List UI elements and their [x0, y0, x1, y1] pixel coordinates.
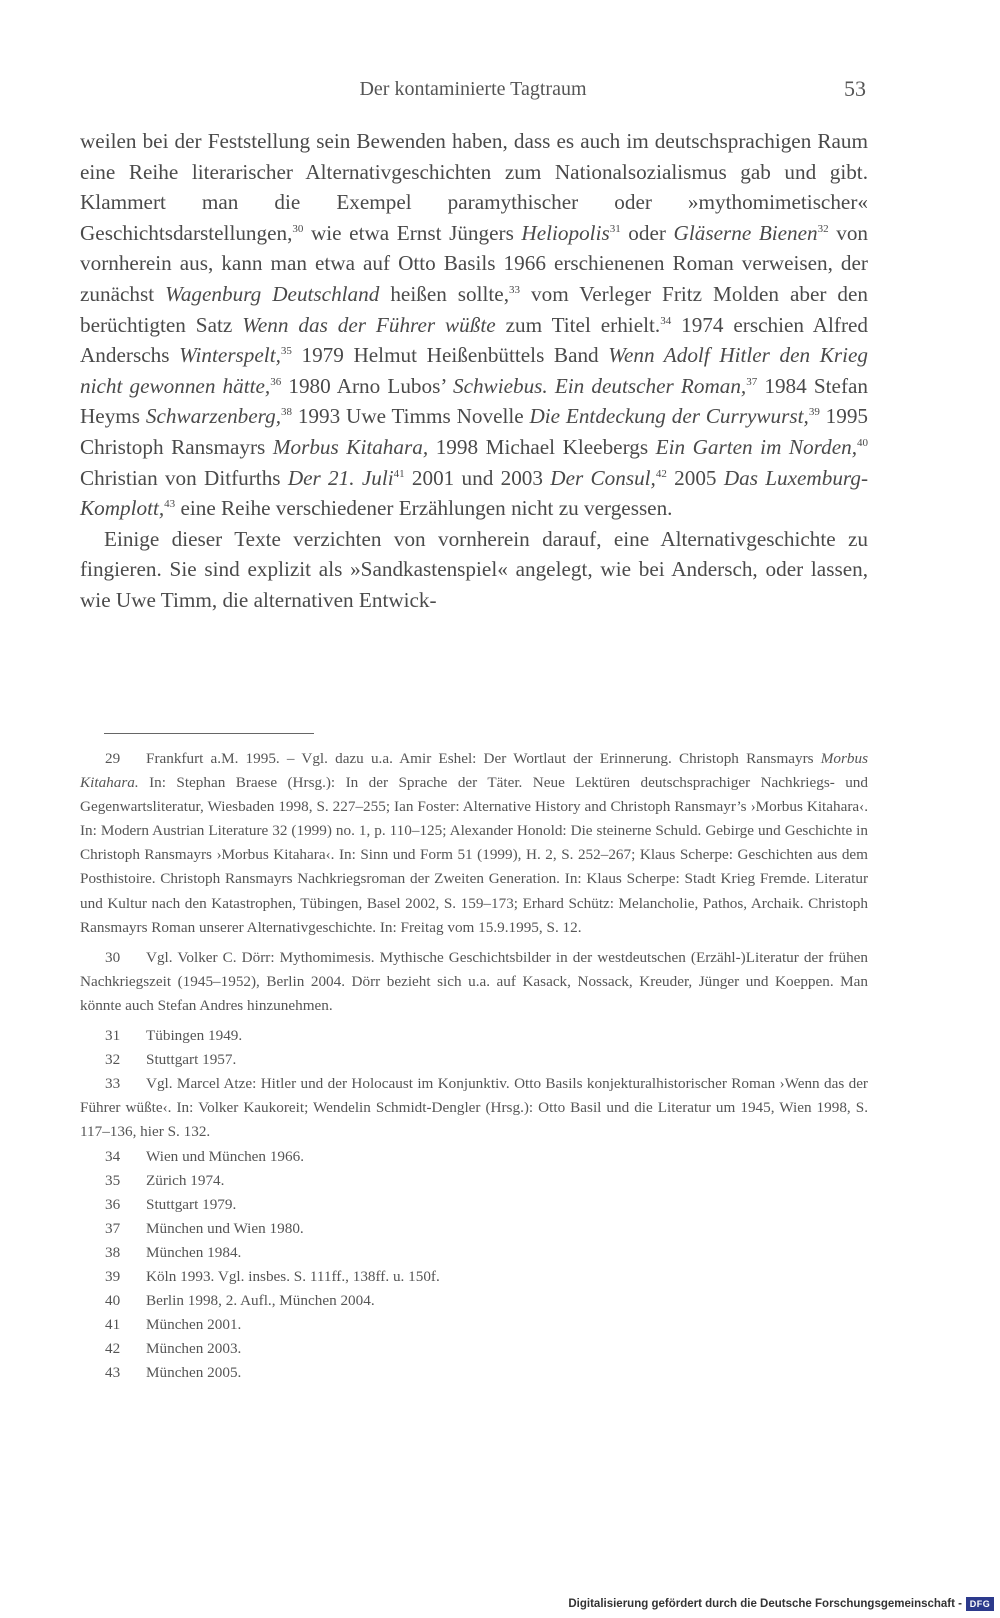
- page-header: [80, 76, 866, 108]
- footnote-number: 41: [105, 1316, 121, 1334]
- footnote-number: 43: [105, 1364, 121, 1382]
- digitization-footer: [568, 1595, 994, 1613]
- text-run: vom Verleger Fritz Molden aber den berüchtigten Satz: [80, 281, 868, 337]
- footnote-text: München 2005.: [146, 1364, 242, 1382]
- title-currywurst: Die Entdeckung der Currywurst,: [529, 404, 809, 429]
- text-run: eine Reihe verschiedener Erzählungen nicht zu vergessen.: [175, 496, 673, 521]
- footnote-ref-33[interactable]: 33: [509, 283, 521, 296]
- footnote-40: [80, 1289, 868, 1313]
- footnote-number: 35: [105, 1171, 121, 1189]
- page-number: 53: [844, 76, 866, 101]
- footnote-ref-43[interactable]: 43: [164, 498, 176, 511]
- footnote-number: 37: [105, 1219, 121, 1237]
- text-run: zum Titel erhielt.: [495, 312, 661, 337]
- title-juli: Der 21. Juli: [287, 465, 394, 490]
- footnote-text: Frankfurt a.M. 1995. – Vgl. dazu u.a. Amir Eshel: Der Wortlaut der Erinnerung. Christoph Ransmayrs: [146, 750, 821, 767]
- title-glaeserne-bienen: Gläserne Bienen: [673, 220, 818, 245]
- text-run: 1980 Arno Lubos’: [281, 373, 453, 398]
- title-luxemburg: Das Luxemburg-Komplott,: [80, 465, 869, 521]
- footnote-text: Köln 1993. Vgl. insbes. S. 111ff., 138ff. u. 150f.: [146, 1267, 440, 1285]
- footnote-number: 29: [105, 750, 121, 767]
- text-run: wie etwa Ernst Jüngers: [303, 220, 522, 245]
- footnote-39: [80, 1265, 868, 1289]
- footnote-ref-42[interactable]: 42: [655, 467, 667, 480]
- title-schwarzenberg: Schwarzenberg,: [145, 404, 282, 429]
- footnote-text: München 1984.: [146, 1243, 242, 1261]
- title-morbus: Morbus Kitahara,: [272, 434, 429, 459]
- title-garten: Ein Garten im Norden,: [655, 434, 857, 459]
- footnote-ref-36[interactable]: 36: [270, 375, 282, 388]
- title-winterspelt: Winterspelt,: [179, 343, 281, 368]
- footnote-italic-title: Morbus Kitahara.: [80, 750, 868, 792]
- footnote-43: [80, 1361, 868, 1385]
- text-run: 1993 Uwe Timms Novelle: [292, 404, 530, 429]
- footnote-37: [80, 1217, 868, 1241]
- footnote-text: Vgl. Volker C. Dörr: Mythomimesis. Mythische Geschichtsbilder in der westdeutschen (Erzähl-)Literatur der frühen Nachkriegszeit (1945–1952), Berlin 2004. Dörr bezieht sich u.a. auf Kasack, Nossack, Kreuder, Jünger und Koeppen. Man könnte auch Stefan Andres hinzunehmen.: [80, 948, 868, 1014]
- paragraph-2: Einige dieser Texte verzichten von vornherein darauf, eine Alternativgeschichte zu fingieren. Sie sind explizit als »Sandkastenspiel« angelegt, wie bei Andersch, oder lassen, wie Uwe Timm, die alternativen Entwick-: [80, 526, 868, 612]
- footnote-42: [80, 1337, 868, 1361]
- text-run: 1979 Helmut Heißenbüttels Band: [291, 343, 609, 368]
- footnote-number: 33: [105, 1075, 121, 1093]
- footnote-text: Vgl. Marcel Atze: Hitler und der Holocaust im Konjunktiv. Otto Basils konjekturalhistorischer Roman ›Wenn das der Führer wüßte‹. In: Volker Kaukoreit; Wendelin Schmidt-Dengler (Hrsg.): Otto Basil und die Literatur um 1945, Wien 1998, S. 117–136, hier S. 132.: [80, 1075, 868, 1141]
- footnote-text: München und Wien 1980.: [146, 1219, 304, 1237]
- footnote-text: Stuttgart 1957.: [146, 1051, 237, 1069]
- footnote-text: München 2001.: [146, 1316, 242, 1334]
- text-run: von vornherein aus, kann man etwa auf Otto Basils 1966 erschienenen Roman verweisen, der zunächst: [80, 220, 869, 306]
- footnote-38: [80, 1241, 868, 1265]
- text-run: weilen bei der Feststellung sein Bewenden haben, dass es auch im deutschsprachigen Raum eine Reihe literarischer Alternativgeschichten zum Nationalsozialismus gab und gibt. Klammert man die Exempel paramythischer oder »mythomimetischer« Geschichtsdarstellungen,: [80, 129, 868, 245]
- digitization-credit: Digitalisierung gefördert durch die Deutsche Forschungsgemeinschaft -: [568, 1598, 962, 1610]
- footnote-number: 32: [105, 1051, 121, 1069]
- footnote-number: 42: [105, 1340, 121, 1358]
- footnote-text: Wien und München 1966.: [146, 1147, 304, 1165]
- footnote-31: [80, 1024, 868, 1048]
- footnote-41: [80, 1313, 868, 1337]
- title-consul: Der Consul,: [550, 465, 656, 490]
- footnote-ref-30[interactable]: 30: [292, 222, 304, 235]
- footnote-separator: [104, 733, 314, 734]
- footnote-32: [80, 1048, 868, 1072]
- footnote-ref-34[interactable]: 34: [660, 314, 672, 327]
- footnote-text: Stuttgart 1979.: [146, 1195, 237, 1213]
- footnote-text: Berlin 1998, 2. Aufl., München 2004.: [146, 1292, 375, 1310]
- footnote-ref-32[interactable]: 32: [817, 222, 829, 235]
- footnote-number: 30: [105, 948, 121, 966]
- footnote-30: [80, 946, 868, 1018]
- footnote-ref-37[interactable]: 37: [746, 375, 758, 388]
- text-run: heißen sollte,: [379, 281, 510, 306]
- footnote-ref-31[interactable]: 31: [609, 222, 621, 235]
- footnote-34: [80, 1145, 868, 1169]
- footnote-ref-40[interactable]: 40: [857, 436, 868, 449]
- text-run: 1974 erschien Alfred Anderschs: [80, 312, 869, 368]
- footnote-number: 34: [105, 1147, 121, 1165]
- paragraph-1: [80, 126, 868, 524]
- footnote-ref-35[interactable]: 35: [280, 345, 292, 358]
- footnote-36: [80, 1193, 868, 1217]
- text-run: 2005: [666, 465, 724, 490]
- footnote-ref-41[interactable]: 41: [393, 467, 405, 480]
- text-run: 2001 und 2003: [404, 465, 551, 490]
- text-run: oder: [620, 220, 674, 245]
- text-run: 1998 Michael Kleebergs: [428, 434, 656, 459]
- text-run: 1995 Christoph Ransmayrs: [80, 404, 869, 459]
- footnote-text: Zürich 1974.: [146, 1171, 225, 1189]
- footnote-number: 40: [105, 1292, 121, 1310]
- footnote-33: [80, 1072, 868, 1144]
- title-wenn-fuehrer: Wenn das der Führer wüßte: [242, 312, 496, 337]
- running-head: Der kontaminierte Tagtraum: [359, 78, 587, 100]
- main-text: [80, 126, 868, 616]
- title-schwiebus: Schwiebus. Ein deutscher Roman,: [452, 373, 747, 398]
- footnote-29: [80, 747, 868, 940]
- footnote-number: 36: [105, 1195, 121, 1213]
- footnotes: [80, 747, 868, 1385]
- title-wagenburg: Wagenburg Deutschland: [165, 281, 380, 306]
- title-heliopolis: Heliopolis: [521, 220, 610, 245]
- title-wenn-hitler: Wenn Adolf Hitler den Krieg nicht gewonnen hätte,: [80, 343, 869, 398]
- footnote-text: In: Stephan Braese (Hrsg.): In der Sprache der Täter. Neue Lektüren deutschsprachiger Nachkriegs- und Gegenwartsliteratur, Wiesbaden 1998, S. 227–255; Ian Foster: Alternative History and Christoph Ransmayr’s ›Morbus Kitahara‹. In: Modern Austrian Literature 32 (1999) no. 1, p. 110–125; Alexander Honold: Die steinerne Schuld. Gebirge und Geschichte in Christoph Ransmayrs ›Morbus Kitahara‹. In: Sinn und Form 51 (1999), H. 2, S. 252–267; Klaus Scherpe: Geschichten aus dem Posthistoire. Christoph Ransmayrs Nachkriegsroman der Zweiten Generation. In: Klaus Scherpe: Stadt Krieg Fremde. Literatur und Kultur nach den Katastrophen, Tübingen, Basel 2002, S. 159–173; Erhard Schütz: Melancholie, Pathos, Archaik. Christoph Ransmayrs Roman unserer Alternativgeschichte. In: Freitag vom 15.9.1995, S. 12.: [80, 774, 868, 936]
- footnote-number: 38: [105, 1243, 121, 1261]
- footnote-ref-39[interactable]: 39: [808, 406, 820, 419]
- footnote-text: München 2003.: [146, 1340, 242, 1358]
- footnote-number: 39: [105, 1267, 121, 1285]
- footnote-ref-38[interactable]: 38: [281, 406, 293, 419]
- footnote-35: [80, 1169, 868, 1193]
- dfg-logo-icon: DFG: [966, 1597, 994, 1611]
- text-run: 1984 Stefan Heyms: [80, 373, 869, 429]
- text-run: Christian von Ditfurths: [80, 465, 288, 490]
- footnote-text: Tübingen 1949.: [146, 1027, 243, 1045]
- footnote-number: 31: [105, 1027, 121, 1045]
